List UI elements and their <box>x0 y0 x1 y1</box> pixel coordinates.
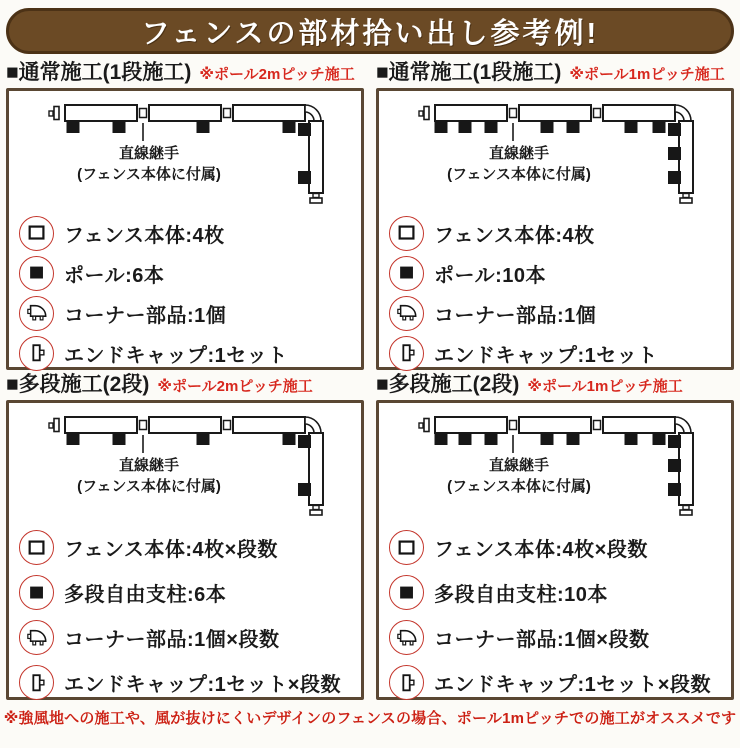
section-panel <box>6 88 364 370</box>
corner-part-icon <box>19 296 54 331</box>
parts-list <box>379 209 731 373</box>
part-label: フェンス本体:4枚 <box>434 224 595 247</box>
list-item <box>19 525 361 570</box>
list-item <box>389 253 731 293</box>
end-cap-icon <box>389 665 424 700</box>
pole-icon <box>389 256 424 291</box>
part-label: ポール:10本 <box>434 264 547 287</box>
part-label: エンドキャップ:1セット×段数 <box>64 674 341 696</box>
end-cap-icon <box>19 336 54 371</box>
list-item <box>389 660 731 705</box>
section-multi-1m <box>376 370 734 700</box>
joint-label <box>397 455 641 497</box>
pole-icon <box>19 256 54 291</box>
fence-panel-icon <box>389 216 424 251</box>
section-multi-2m <box>6 370 364 700</box>
list-item <box>19 570 361 615</box>
parts-list <box>379 521 731 705</box>
corner-part-icon <box>389 296 424 331</box>
list-item <box>389 570 731 615</box>
section-pitch-note: ※ポール1mピッチ施工 <box>527 378 683 395</box>
list-item <box>19 615 361 660</box>
section-panel <box>6 400 364 700</box>
section-title-row <box>376 372 734 398</box>
joint-label-line2: (フェンス本体に付属) <box>77 166 221 183</box>
pole-icon <box>19 575 54 610</box>
list-item <box>389 525 731 570</box>
section-title: ■通常施工(1段施工) <box>376 61 562 84</box>
part-label: エンドキャップ:1セット <box>434 344 658 367</box>
section-title-row <box>6 372 364 398</box>
part-label: フェンス本体:4枚×段数 <box>434 539 648 561</box>
list-item <box>389 333 731 373</box>
pole-icon <box>389 575 424 610</box>
list-item <box>19 333 361 373</box>
part-label: 多段自由支柱:6本 <box>64 584 227 606</box>
part-label: コーナー部品:1個 <box>434 304 597 327</box>
joint-label-line1: 直線継手 <box>118 457 179 474</box>
corner-part-icon <box>389 620 424 655</box>
end-cap-icon <box>389 336 424 371</box>
joint-label-line1: 直線継手 <box>488 457 549 474</box>
section-normal-1m <box>376 58 734 370</box>
part-label: 多段自由支柱:10本 <box>434 584 608 606</box>
section-title-row <box>6 60 364 86</box>
part-label: エンドキャップ:1セット×段数 <box>434 674 711 696</box>
parts-list <box>9 209 361 373</box>
page-title-banner <box>6 8 734 54</box>
part-label: フェンス本体:4枚 <box>64 224 225 247</box>
section-panel <box>376 400 734 700</box>
fence-panel-icon <box>19 530 54 565</box>
fence-layout-diagram <box>9 409 361 521</box>
list-item <box>19 213 361 253</box>
section-pitch-note: ※ポール1mピッチ施工 <box>569 66 725 83</box>
fence-layout-diagram <box>9 97 361 209</box>
fence-layout-diagram <box>379 409 731 521</box>
joint-label-line2: (フェンス本体に付属) <box>447 166 591 183</box>
list-item <box>389 213 731 253</box>
corner-part-icon <box>19 620 54 655</box>
section-normal-2m <box>6 58 364 370</box>
list-item <box>389 615 731 660</box>
section-title: ■多段施工(2段) <box>376 373 520 396</box>
list-item <box>19 293 361 333</box>
parts-list <box>9 521 361 705</box>
footer-recommendation-note: ※強風地への施工や、風が抜けにくいデザインのフェンスの場合、ポール1mピッチでの施工がオススメです <box>3 710 737 727</box>
end-cap-icon <box>19 665 54 700</box>
section-panel <box>376 88 734 370</box>
joint-label-line1: 直線継手 <box>118 145 179 162</box>
section-title: ■多段施工(2段) <box>6 373 150 396</box>
part-label: ポール:6本 <box>64 264 165 287</box>
fence-panel-icon <box>389 530 424 565</box>
fence-panel-icon <box>19 216 54 251</box>
list-item <box>389 293 731 333</box>
section-title-row <box>376 60 734 86</box>
part-label: フェンス本体:4枚×段数 <box>64 539 278 561</box>
section-title: ■通常施工(1段施工) <box>6 61 192 84</box>
section-pitch-note: ※ポール2mピッチ施工 <box>199 66 355 83</box>
joint-label-line2: (フェンス本体に付属) <box>77 478 221 495</box>
joint-label <box>27 143 271 185</box>
part-label: コーナー部品:1個×段数 <box>64 629 280 651</box>
joint-label <box>27 455 271 497</box>
list-item <box>19 253 361 293</box>
joint-label <box>397 143 641 185</box>
part-label: コーナー部品:1個 <box>64 304 227 327</box>
section-pitch-note: ※ポール2mピッチ施工 <box>157 378 313 395</box>
part-label: コーナー部品:1個×段数 <box>434 629 650 651</box>
joint-label-line1: 直線継手 <box>488 145 549 162</box>
fence-layout-diagram <box>379 97 731 209</box>
part-label: エンドキャップ:1セット <box>64 344 288 367</box>
page-title: フェンスの部材拾い出し参考例! <box>140 17 600 50</box>
joint-label-line2: (フェンス本体に付属) <box>447 478 591 495</box>
list-item <box>19 660 361 705</box>
sections-grid <box>0 58 740 700</box>
